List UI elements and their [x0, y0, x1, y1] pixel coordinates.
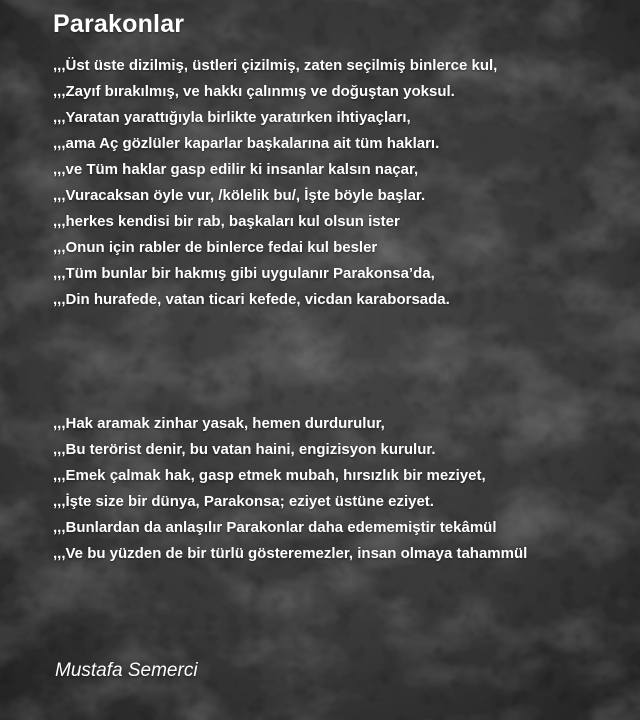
poem-title: Parakonlar [53, 10, 185, 38]
poem-line: ,,,ve Tüm haklar gasp edilir ki insanlar kalsın naçar, [53, 161, 419, 178]
poem-author: Mustafa Semerci [55, 660, 198, 681]
poem-line: ,,,Emek çalmak hak, gasp etmek mubah, hırsızlık bir meziyet, [53, 467, 486, 484]
poem-line: ,,,ama Aç gözlüler kaparlar başkalarına ait tüm hakları. [53, 135, 440, 152]
poem-line: ,,,Bu terörist denir, bu vatan haini, engizisyon kurulur. [53, 441, 436, 458]
poem-line: ,,,İşte size bir dünya, Parakonsa; eziyet üstüne eziyet. [53, 493, 434, 510]
poem-line: ,,,Vuracaksan öyle vur, /kölelik bu/, İşte böyle başlar. [53, 187, 426, 204]
poem-line: ,,,Din hurafede, vatan ticari kefede, vicdan karaborsada. [53, 291, 450, 308]
poem-line: ,,,Onun için rabler de binlerce fedai kul besler [53, 239, 378, 256]
poem-line: ,,,Yaratan yarattığıyla birlikte yaratırken ihtiyaçları, [53, 109, 411, 126]
poem-line: ,,,Üst üste dizilmiş, üstleri çizilmiş, zaten seçilmiş binlerce kul, [53, 57, 498, 74]
poem-line: ,,,Hak aramak zinhar yasak, hemen durdurulur, [53, 415, 385, 432]
poem-line: ,,,Bunlardan da anlaşılır Parakonlar daha edememiştir tekâmül [53, 519, 497, 536]
poem-line: ,,,herkes kendisi bir rab, başkaları kul olsun ister [53, 213, 400, 230]
stanza-2 [53, 411, 527, 567]
poem-line: ,,,Tüm bunlar bir hakmış gibi uygulanır Parakonsa’da, [53, 265, 435, 282]
poem-line: ,,,Ve bu yüzden de bir türlü gösteremezler, insan olmaya tahammül [53, 545, 528, 562]
stanza-1 [53, 53, 497, 313]
poem-line: ,,,Zayıf bırakılmış, ve hakkı çalınmış ve doğuştan yoksul. [53, 83, 455, 100]
